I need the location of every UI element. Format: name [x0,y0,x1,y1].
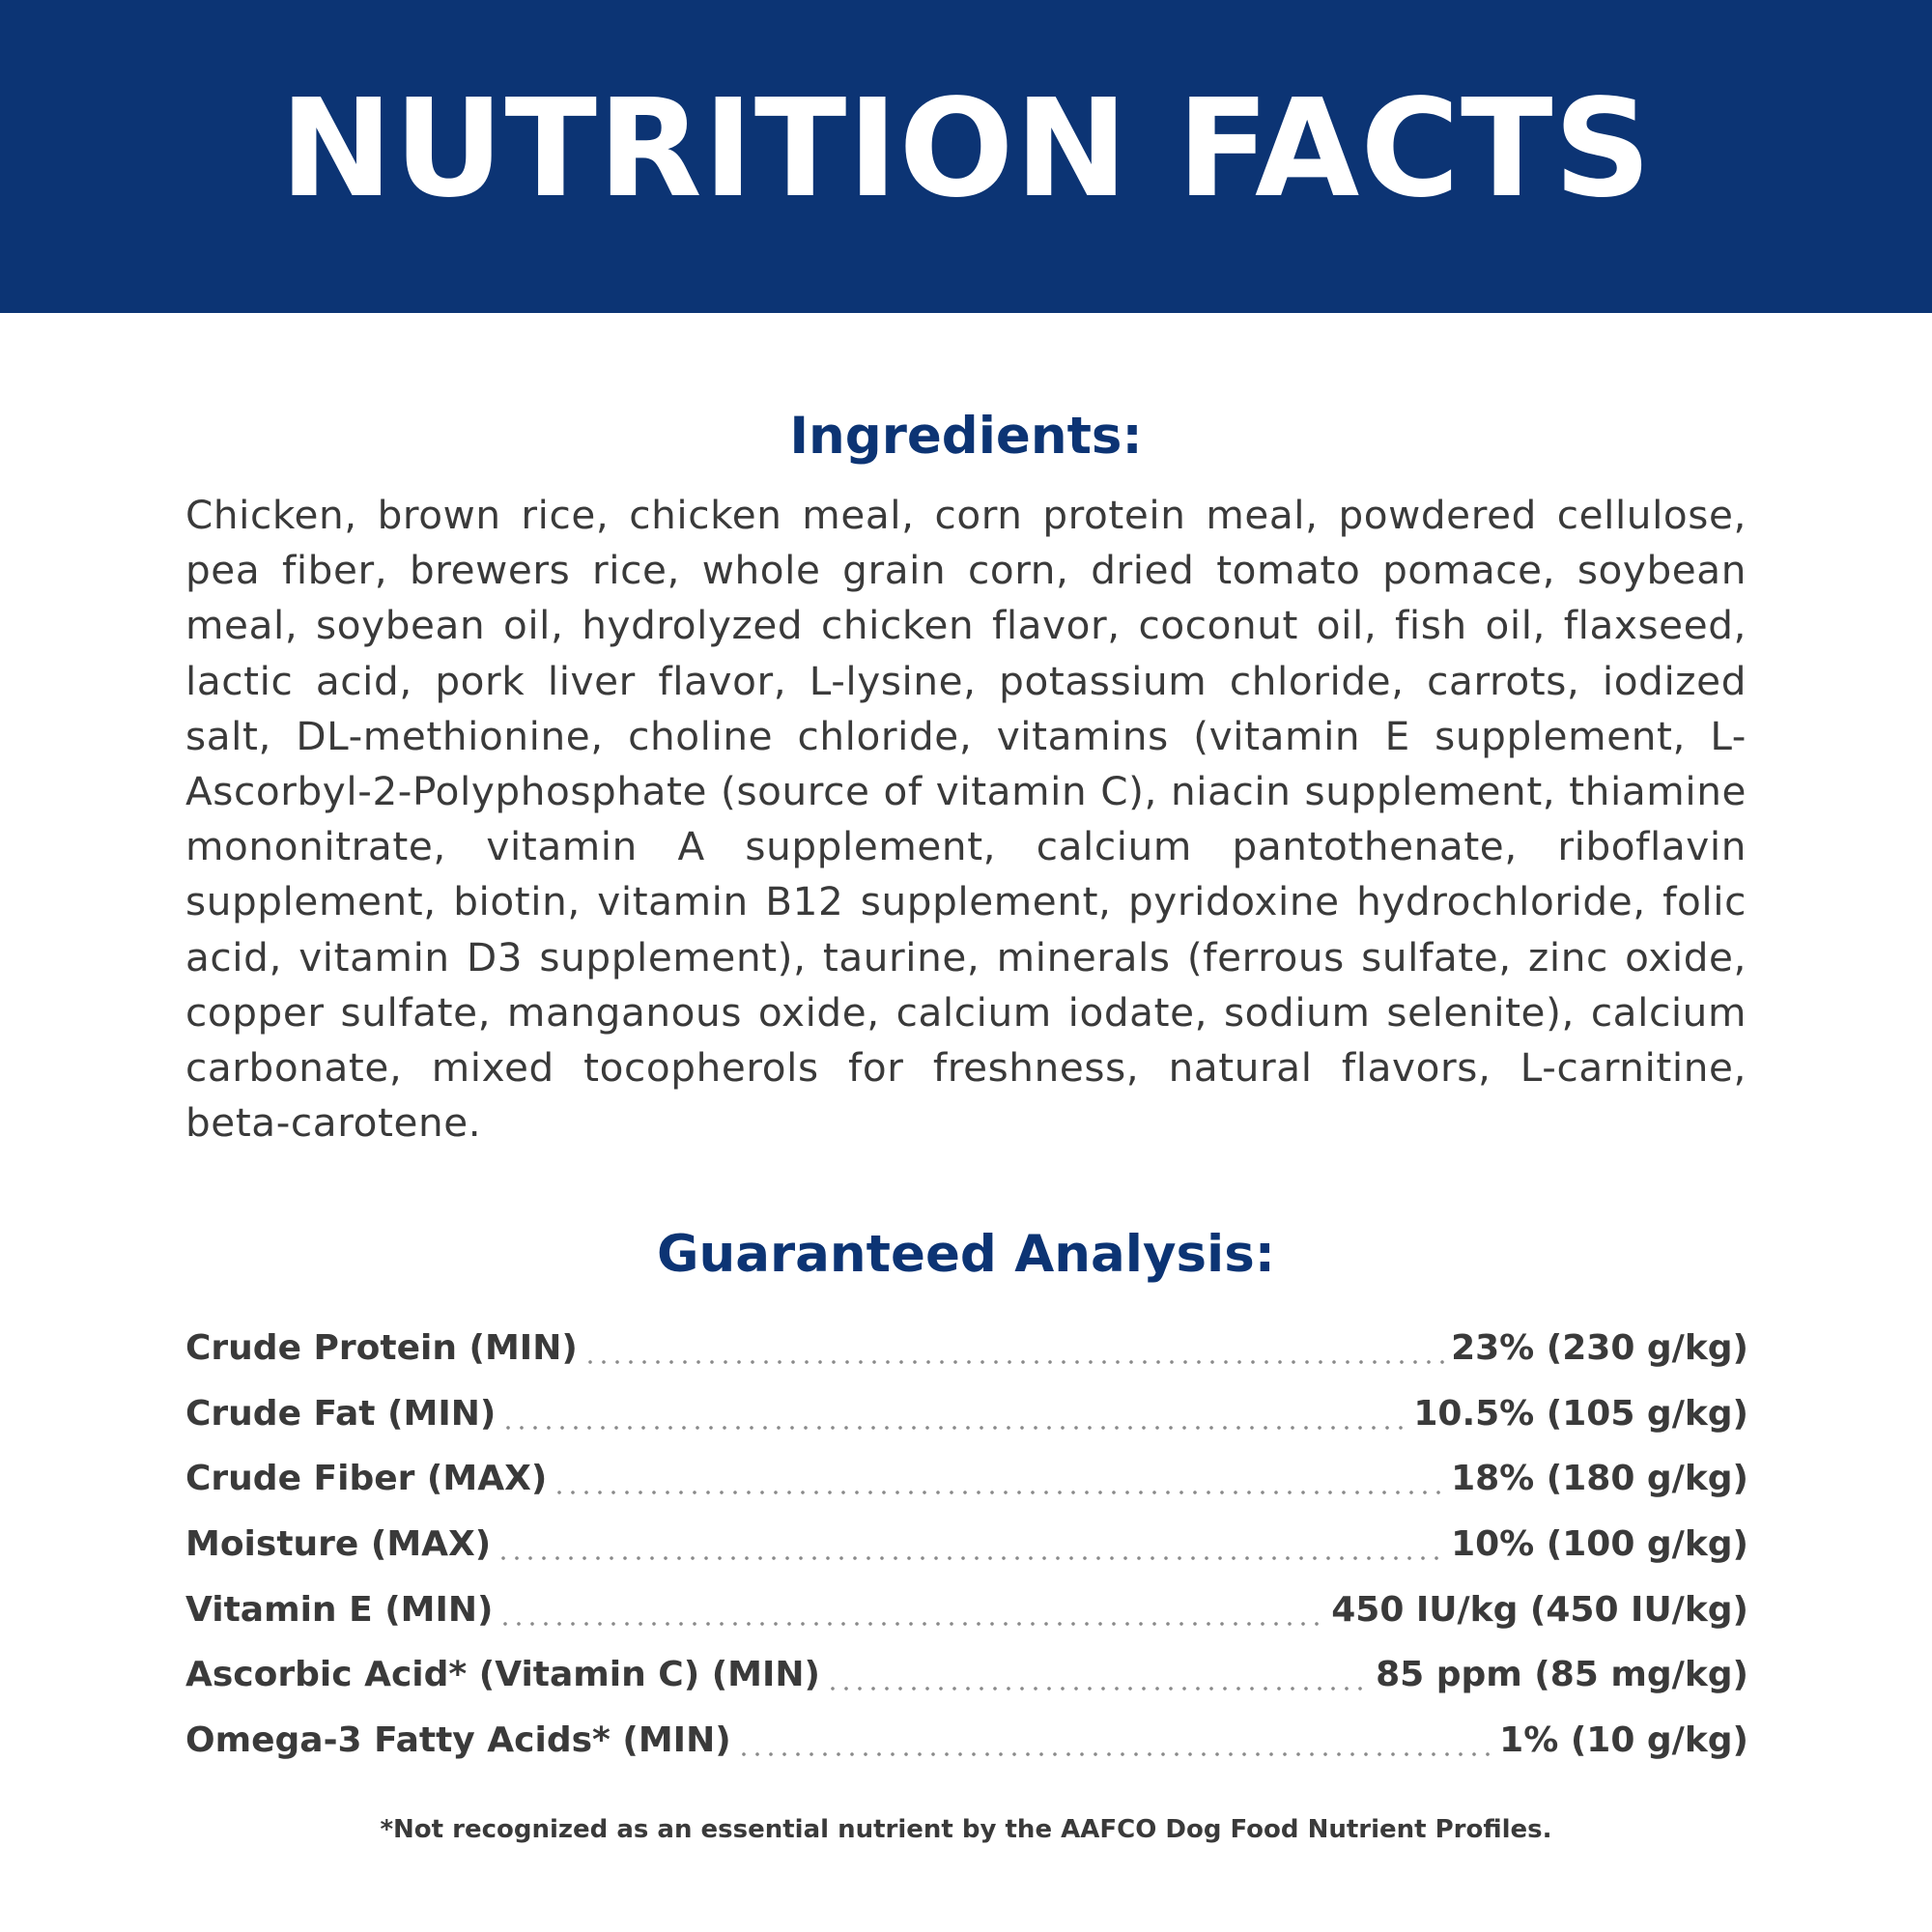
ingredients-heading: Ingredients: [789,407,1143,466]
analysis-label: Crude Protein (MIN) [185,1328,578,1368]
footnote: *Not recognized as an essential nutrient by the AAFCO Dog Food Nutrient Profiles. [380,1815,1552,1844]
analysis-row [185,1446,1748,1512]
guaranteed-analysis-list [185,1316,1748,1774]
analysis-row [185,1708,1748,1774]
analysis-label: Vitamin E (MIN) [185,1589,494,1630]
analysis-value: 85 ppm (85 mg/kg) [1376,1655,1748,1695]
analysis-row [185,1577,1748,1643]
analysis-value: 10.5% (105 g/kg) [1413,1393,1748,1434]
analysis-label: Ascorbic Acid* (Vitamin C) (MIN) [185,1655,820,1695]
dot-leader [583,1360,1445,1364]
analysis-label: Crude Fat (MIN) [185,1393,497,1434]
page-title: NUTRITION FACTS [279,71,1653,228]
analysis-label: Crude Fiber (MAX) [185,1459,548,1499]
dot-leader [737,1752,1494,1756]
dot-leader [498,1622,1325,1626]
dot-leader [553,1491,1445,1494]
ingredients-text: Chicken, brown rice, chicken meal, corn protein meal, powdered cellulose, pea fiber, brewers rice, whole grain corn, dried tomato pomace, soybean meal, soybean oil, hydrolyzed chicken flavor, coconut oil, fish oil, flaxseed, lactic acid, pork liver flavor, L-lysine, potassium chloride, carrots, iodized salt, DL-methionine, choline chloride, vitamins (vitamin E supplement, L-Ascorbyl-2-Polyphosphate (source of vitamin C), niacin supplement, thiamine mononitrate, vitamin A supplement, calcium pantothenate, riboflavin supplement, biotin, vitamin B12 supplement, pyridoxine hydrochloride, folic acid, vitamin D3 supplement), taurine, minerals (ferrous sulfate, zinc oxide, copper sulfate, manganous oxide, calcium iodate, sodium selenite), calcium carbonate, mixed tocopherols for freshness, natural flavors, L-carnitine, beta-carotene. [185,492,1747,1147]
analysis-row [185,1642,1748,1708]
dot-leader [501,1426,1407,1430]
analysis-label: Omega-3 Fatty Acids* (MIN) [185,1720,731,1761]
dot-leader [826,1687,1370,1690]
analysis-value: 450 IU/kg (450 IU/kg) [1331,1589,1748,1630]
analysis-row [185,1512,1748,1577]
analysis-row [185,1381,1748,1447]
analysis-row [185,1316,1748,1381]
analysis-value: 1% (10 g/kg) [1499,1720,1748,1761]
analysis-value: 23% (230 g/kg) [1451,1328,1748,1368]
dot-leader [497,1556,1445,1560]
analysis-value: 18% (180 g/kg) [1451,1459,1748,1499]
analysis-label: Moisture (MAX) [185,1524,492,1565]
guaranteed-analysis-heading: Guaranteed Analysis: [657,1225,1275,1284]
analysis-value: 10% (100 g/kg) [1451,1524,1748,1565]
title-banner [0,0,1932,313]
